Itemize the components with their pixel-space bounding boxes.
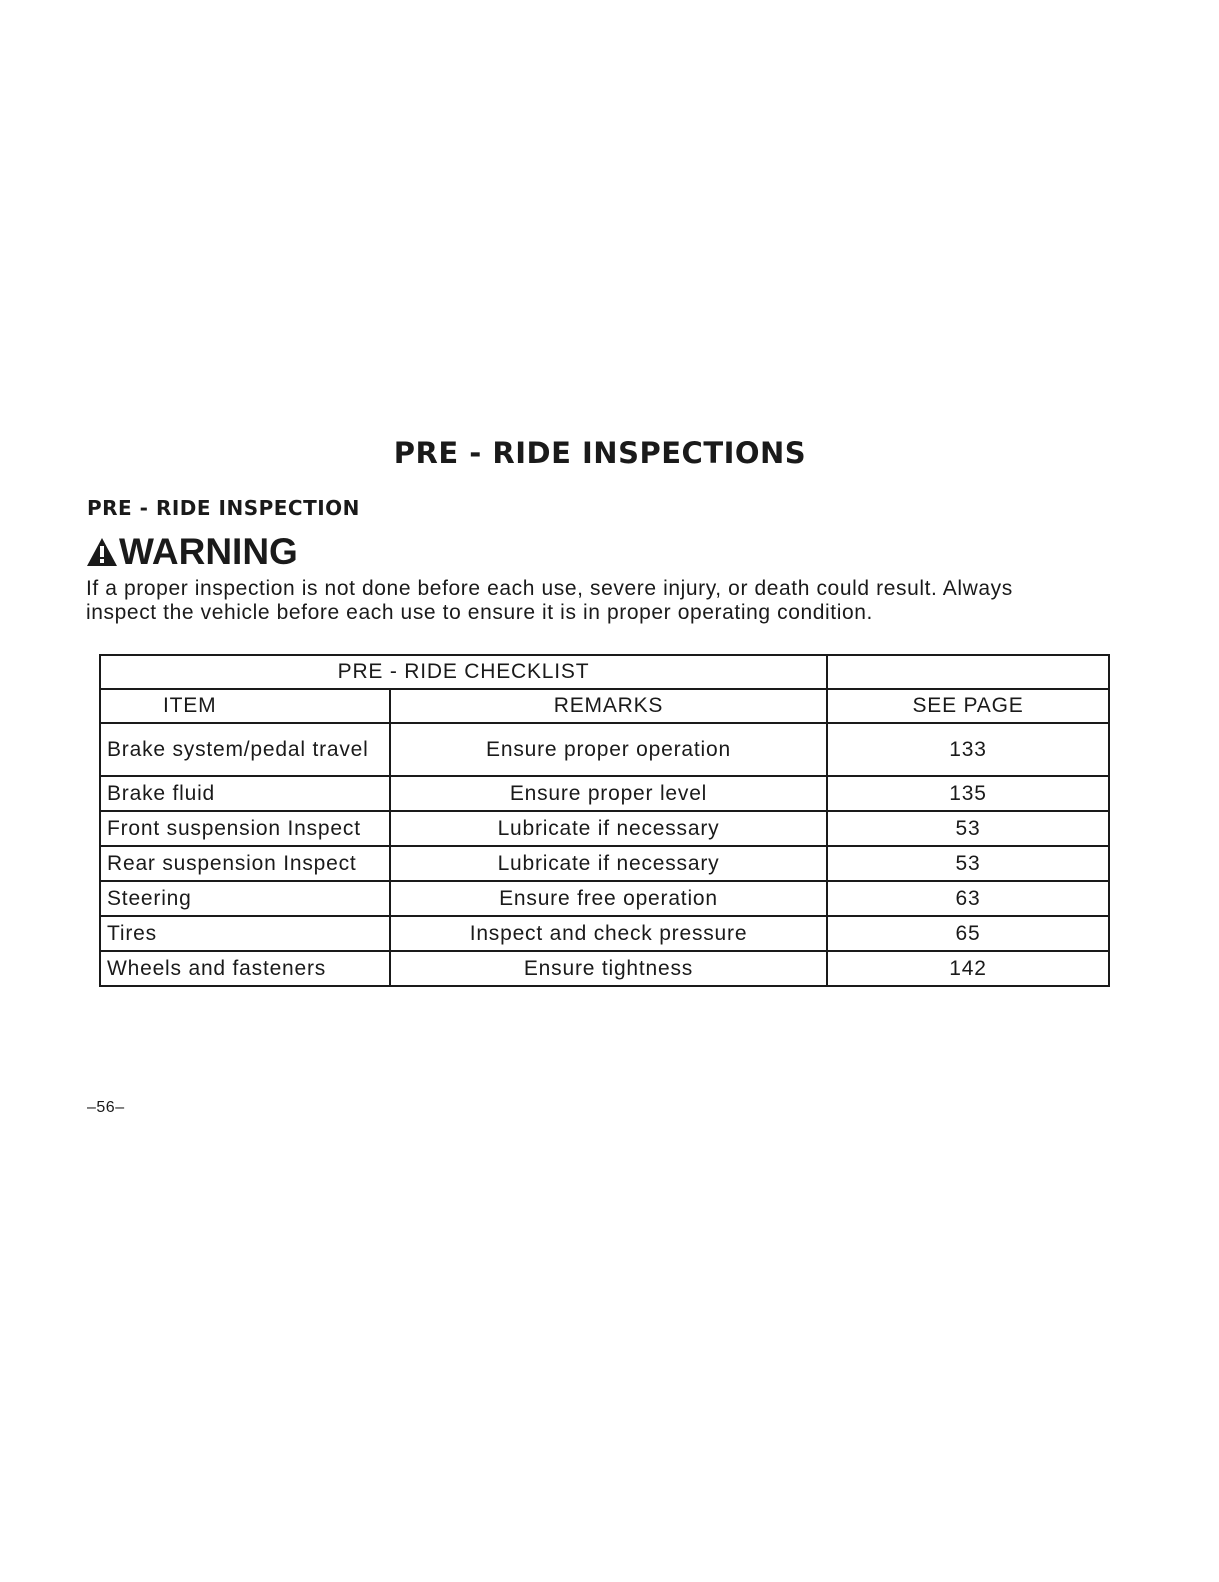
table-row	[100, 776, 1109, 811]
row-page: 53	[827, 846, 1109, 881]
row-item: Brake fluid	[100, 776, 390, 811]
warning-text	[86, 577, 1086, 625]
table-row	[100, 811, 1109, 846]
row-item: Front suspension Inspect	[100, 811, 390, 846]
row-page: 133	[827, 723, 1109, 776]
pre-ride-checklist-table	[99, 654, 1110, 987]
row-item: Steering	[100, 881, 390, 916]
section-heading: PRE - RIDE INSPECTION	[87, 496, 360, 520]
page-title: PRE - RIDE INSPECTIONS	[393, 436, 807, 470]
row-item: Rear suspension Inspect	[100, 846, 390, 881]
warning-heading	[86, 530, 298, 574]
row-page: 63	[827, 881, 1109, 916]
table-row	[100, 723, 1109, 776]
row-item: Wheels and fasteners	[100, 951, 390, 986]
checklist-title-empty-cell	[827, 655, 1109, 689]
row-page: 53	[827, 811, 1109, 846]
warning-label: WARNING	[119, 531, 298, 572]
column-header-item: ITEM	[100, 689, 390, 723]
warning-triangle-icon	[86, 537, 118, 567]
table-row	[100, 881, 1109, 916]
checklist-title: PRE - RIDE CHECKLIST	[100, 655, 827, 689]
row-remarks: Lubricate if necessary	[390, 846, 827, 881]
row-remarks: Ensure proper operation	[390, 723, 827, 776]
table-row	[100, 916, 1109, 951]
checklist-title-row	[100, 655, 1109, 689]
table-row	[100, 951, 1109, 986]
row-item: Tires	[100, 916, 390, 951]
warning-text-line: inspect the vehicle before each use to ensure it is in proper operating condition.	[86, 601, 873, 624]
row-page: 142	[827, 951, 1109, 986]
row-remarks: Ensure free operation	[390, 881, 827, 916]
row-item: Brake system/pedal travel	[100, 723, 390, 776]
row-remarks: Lubricate if necessary	[390, 811, 827, 846]
column-header-remarks: REMARKS	[390, 689, 827, 723]
column-header-see-page: SEE PAGE	[827, 689, 1109, 723]
row-remarks: Ensure tightness	[390, 951, 827, 986]
row-remarks: Inspect and check pressure	[390, 916, 827, 951]
row-page: 135	[827, 776, 1109, 811]
checklist-header-row	[100, 689, 1109, 723]
row-remarks: Ensure proper level	[390, 776, 827, 811]
page-number: –56–	[87, 1099, 125, 1116]
warning-text-line: If a proper inspection is not done before each use, severe injury, or death could result. Always	[86, 577, 1013, 600]
table-row	[100, 846, 1109, 881]
row-page: 65	[827, 916, 1109, 951]
